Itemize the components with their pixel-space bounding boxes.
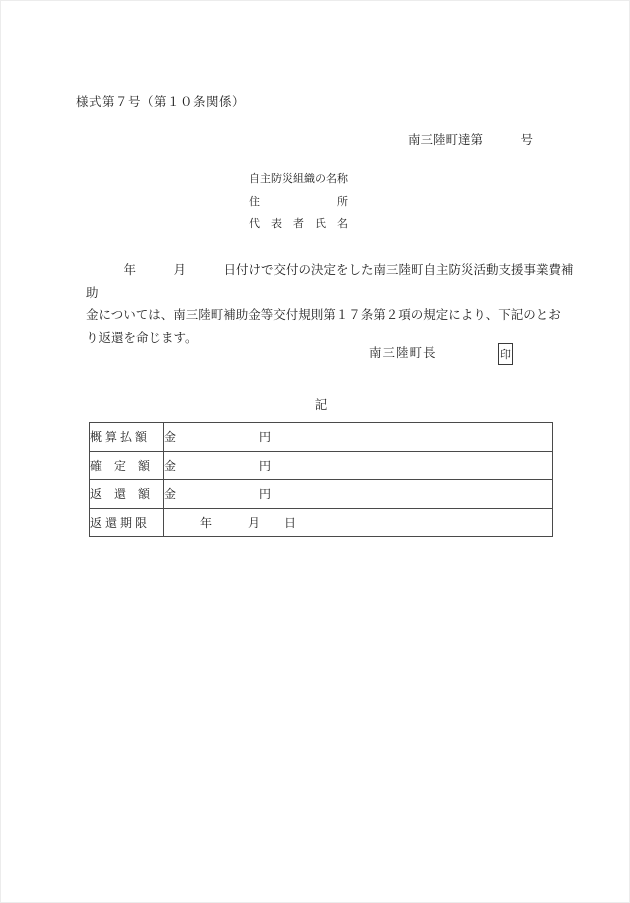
recipient-block <box>249 168 348 236</box>
form-number: 様式第７号（第１０条関係） <box>76 95 246 109</box>
table-row-refund-deadline <box>90 508 553 537</box>
body-line-3: り返還を命じます。 <box>86 330 198 345</box>
table-row-refund-amount <box>90 480 553 509</box>
amount-suffix: 円 <box>259 458 272 473</box>
address-label: 住 所 <box>249 195 348 208</box>
table-row-estimated-payment <box>90 423 553 452</box>
signer-line <box>369 342 437 364</box>
row-label: 概算払額 <box>90 430 151 445</box>
body-line-2: 金については、南三陸町補助金等交付規則第１７条第２項の規定により、下記のとお <box>86 308 561 322</box>
mayor-title: 南三陸町長 <box>369 346 437 360</box>
row-label: 返還期限 <box>90 515 151 530</box>
seal-character: 印 <box>500 349 511 361</box>
row-label: 確 定 額 <box>90 458 151 473</box>
amount-prefix: 金 <box>164 458 177 473</box>
seal-mark <box>498 343 513 365</box>
doc-number: 南三陸町達第 号 <box>408 133 534 147</box>
amount-table <box>89 422 553 537</box>
representative-name-label: 代 表 者 氏 名 <box>249 218 348 230</box>
amount-prefix: 金 <box>164 487 177 502</box>
organization-name-label: 自主防災組織の名称 <box>249 173 348 185</box>
amount-prefix: 金 <box>164 430 177 445</box>
table-row-fixed-amount <box>90 451 553 480</box>
amount-suffix: 円 <box>259 487 272 502</box>
body-line-1: 年 月 日付けで交付の決定をした南三陸町自主防災活動支援事業費補助 <box>86 263 574 300</box>
date-placeholder: 年 月 日 <box>164 515 297 530</box>
row-label: 返 還 額 <box>90 487 151 502</box>
section-heading: 記 <box>314 398 328 412</box>
body-paragraph <box>86 259 576 349</box>
amount-suffix: 円 <box>259 430 272 445</box>
